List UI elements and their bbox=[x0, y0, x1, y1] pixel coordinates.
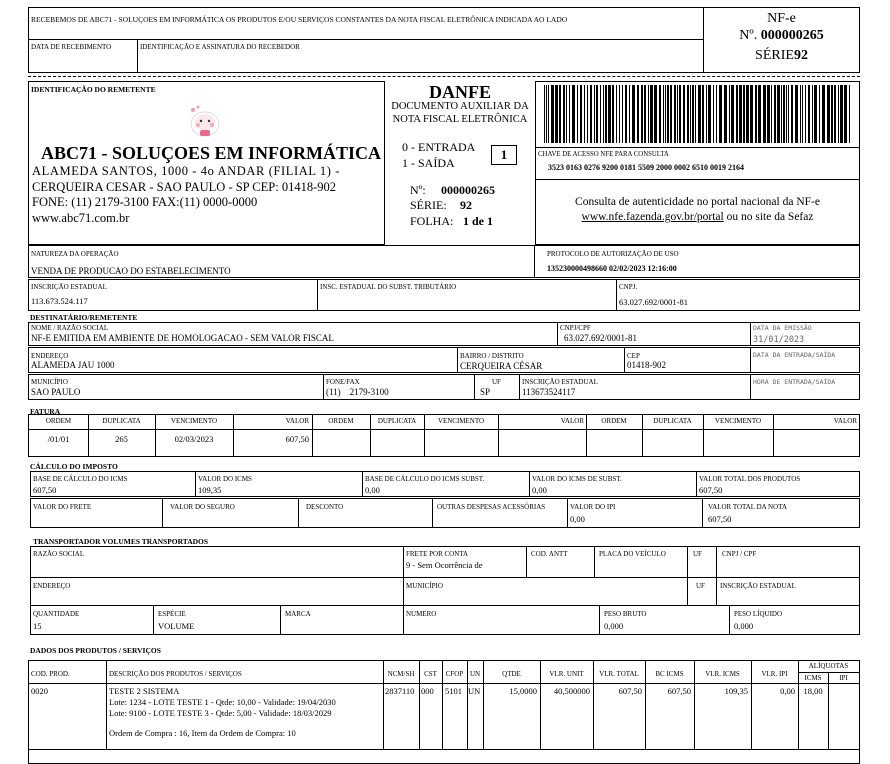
prod-header-vipi: VLR. IPI bbox=[761, 670, 788, 678]
barcode-bar bbox=[590, 85, 592, 143]
canhoto-nfe-box bbox=[703, 7, 860, 73]
dest-section: DESTINATÁRIO/REMETENTE bbox=[30, 313, 138, 322]
natureza-label: NATUREZA DA OPERAÇÃO bbox=[31, 250, 119, 258]
dest-cnpj: 63.027.692/0001-81 bbox=[564, 333, 637, 343]
transp-num-box bbox=[403, 605, 600, 635]
barcode-bar bbox=[584, 85, 585, 143]
transp-uf-label: UF bbox=[693, 550, 702, 558]
transp-qtd-box bbox=[30, 605, 154, 635]
fatura-vencimento: 02/03/2023 bbox=[174, 434, 214, 444]
emitente-section: IDENTIFICAÇÃO DO REMETENTE bbox=[31, 85, 156, 94]
barcode-bar bbox=[695, 85, 696, 143]
danfe-entrada: 0 - ENTRADA bbox=[402, 140, 476, 154]
imposto-seguro-label: VALOR DO SEGURO bbox=[170, 503, 235, 511]
barcode-bar bbox=[587, 85, 588, 143]
barcode-bar bbox=[667, 85, 669, 143]
prod-un: UN bbox=[468, 686, 481, 696]
barcode-bar bbox=[559, 85, 561, 143]
barcode-bar bbox=[763, 85, 766, 143]
barcode-bar bbox=[616, 85, 617, 143]
canhoto-serie: SÉRIE92 bbox=[755, 48, 808, 63]
prod-cfop: 5101 bbox=[445, 686, 462, 696]
natureza-box bbox=[28, 245, 535, 278]
prod-desc-1: TESTE 2 SISTEMA bbox=[109, 686, 180, 696]
imposto-bc: 607,50 bbox=[33, 485, 57, 495]
dest-bairro: CERQUEIRA CÉSAR bbox=[460, 361, 543, 371]
imposto-bcst-label: BASE DE CÁLCULO DO ICMS SUBST. bbox=[365, 475, 485, 483]
dest-uf-box bbox=[474, 374, 520, 400]
barcode-bar bbox=[648, 85, 649, 143]
prod-header-aipi: IPI bbox=[839, 674, 848, 682]
dest-emissao: 31/01/2023 bbox=[753, 335, 805, 345]
barcode-bar bbox=[566, 85, 567, 143]
prod-header-vicms: VLR. ICMS bbox=[705, 670, 740, 678]
barcode-bar bbox=[838, 85, 839, 143]
emitente-endereco-2: CERQUEIRA CESAR - SAO PAULO - SP CEP: 01418-902 bbox=[32, 180, 336, 194]
barcode-bar bbox=[827, 85, 830, 143]
barcode-bar bbox=[659, 85, 661, 143]
prod-desc-3: Lote: 9100 - LOTE TESTE 3 - Qtde: 5,00 - Validade: 18/03/2029 bbox=[109, 708, 332, 718]
barcode-bar bbox=[677, 85, 678, 143]
transp-cnpj-label: CNPJ / CPF bbox=[722, 550, 757, 558]
barcode-bar bbox=[783, 85, 785, 143]
barcode-bar bbox=[569, 85, 570, 143]
barcode-bar bbox=[670, 85, 672, 143]
transp-marca-box bbox=[280, 605, 404, 635]
barcode-bar bbox=[746, 85, 749, 143]
barcode-bar bbox=[674, 85, 676, 143]
prod-header-un: UN bbox=[469, 670, 481, 678]
dest-end: ALAMEDA JAU 1000 bbox=[31, 360, 115, 370]
barcode-bar bbox=[654, 85, 657, 143]
protocolo-label: PROTOCOLO DE AUTORIZAÇÃO DE USO bbox=[547, 250, 679, 258]
transp-cnpj-box bbox=[716, 546, 860, 578]
transp-num-label: NUMERO bbox=[406, 610, 437, 618]
fatura-header: VALOR bbox=[833, 417, 857, 425]
dest-mun-box bbox=[28, 374, 324, 400]
barcode-bar bbox=[802, 85, 803, 143]
fatura-header: VENCIMENTO bbox=[714, 417, 762, 425]
barcode-bar bbox=[713, 85, 714, 143]
imposto-ipi-box bbox=[567, 498, 703, 528]
barcode-bar bbox=[743, 85, 745, 143]
imposto-vprod: 607,50 bbox=[699, 485, 723, 495]
barcode-bar bbox=[629, 85, 630, 143]
dest-entrada-box bbox=[750, 347, 860, 373]
dest-bairro-label: BAIRRO / DISTRITO bbox=[460, 352, 524, 360]
transp-placa-label: PLACA DO VEÍCULO bbox=[599, 550, 666, 558]
barcode-bar bbox=[822, 85, 825, 143]
barcode-bar bbox=[632, 85, 635, 143]
fatura-header: ORDEM bbox=[328, 417, 354, 425]
prod-header-ncm: NCM/SH bbox=[387, 670, 415, 678]
prod-desc-2: Lote: 1234 - LOTE TESTE 1 - Qtde: 10,00 - Validade: 19/04/2030 bbox=[109, 697, 336, 707]
prod-aicms: 18,00 bbox=[803, 686, 823, 696]
barcode-bar bbox=[755, 85, 757, 143]
chave-value: 3523 0163 0276 9200 0181 5509 2000 0002 6510 0019 2164 bbox=[548, 163, 744, 172]
consulta-line-2: www.nfe.fazenda.gov.br/portal ou no site da Sefaz bbox=[581, 211, 814, 223]
barcode-bar bbox=[774, 85, 776, 143]
barcode-bar bbox=[805, 85, 806, 143]
barcode-bar bbox=[716, 85, 717, 143]
produtos-section: DADOS DOS PRODUTOS / SERVIÇOS bbox=[30, 646, 161, 655]
prod-vunit: 40,500000 bbox=[553, 686, 590, 696]
prod-header-vtotal: VLR. TOTAL bbox=[599, 670, 639, 678]
assinatura-label: IDENTIFICAÇÃO E ASSINATURA DO RECEBEDOR bbox=[140, 43, 300, 51]
barcode-bar bbox=[844, 85, 847, 143]
transp-pl: 0,000 bbox=[734, 621, 754, 631]
barcode-bar bbox=[750, 85, 753, 143]
transp-esp: VOLUME bbox=[158, 621, 195, 631]
imposto-vnota-label: VALOR TOTAL DA NOTA bbox=[708, 503, 787, 511]
barcode-bar bbox=[546, 85, 547, 143]
barcode-bar bbox=[641, 85, 643, 143]
danfe-numero: 000000265 bbox=[441, 183, 495, 197]
dest-nome: NF-E EMITIDA EM AMBIENTE DE HOMOLOGACAO - SEM VALOR FISCAL bbox=[31, 333, 334, 343]
protocolo-box bbox=[534, 245, 860, 278]
imposto-vnota: 607,50 bbox=[708, 514, 732, 524]
fatura-header: DUPLICATA bbox=[102, 417, 141, 425]
ie-box bbox=[28, 279, 318, 311]
danfe-serie-label: SÉRIE: bbox=[410, 198, 447, 212]
barcode-bar bbox=[795, 85, 798, 143]
barcode-bar bbox=[771, 85, 772, 143]
fatura-header: VENCIMENTO bbox=[170, 417, 218, 425]
barcode-bar bbox=[577, 85, 578, 143]
barcode-bar bbox=[777, 85, 780, 143]
barcode-bar bbox=[679, 85, 681, 143]
prod-header-cod: COD. PROD. bbox=[31, 670, 70, 678]
dest-bairro-box bbox=[457, 347, 625, 373]
natureza-value: VENDA DE PRODUCAO DO ESTABELECIMENTO bbox=[31, 266, 231, 276]
barcode-bar bbox=[600, 85, 601, 143]
transp-qtd-label: QUANTIDADE bbox=[33, 610, 80, 618]
prod-cst: 000 bbox=[421, 686, 434, 696]
consulta-box bbox=[535, 179, 860, 245]
barcode-bar bbox=[786, 85, 787, 143]
barcode-bar bbox=[596, 85, 598, 143]
imposto-vprod-box bbox=[696, 471, 860, 497]
canhoto-texto: RECEBEMOS DE ABC71 - SOLUÇOES EM INFORMÁTICA OS PRODUTOS E/OU SERVIÇOS CONSTANTES DA NOTA FISCAL ELETRÔNICA INDICADA AO LADO bbox=[31, 15, 568, 24]
fatura-header: VALOR bbox=[560, 417, 584, 425]
dest-nome-box bbox=[28, 322, 558, 346]
imposto-icms-box bbox=[195, 471, 363, 497]
barcode-bar bbox=[814, 85, 817, 143]
barcode-bar bbox=[736, 85, 738, 143]
transp-placa-box bbox=[594, 546, 688, 578]
barcode-bar bbox=[831, 85, 833, 143]
barcode-bar bbox=[698, 85, 701, 143]
dest-end-box bbox=[28, 347, 458, 373]
dest-ie-label: INSCRIÇÃO ESTADUAL bbox=[522, 378, 598, 386]
fatura-header: DUPLICATA bbox=[377, 417, 417, 425]
transp-uf2-label: UF bbox=[696, 582, 705, 590]
emitente-box bbox=[28, 81, 385, 245]
barcode-bar bbox=[563, 85, 565, 143]
imposto-frete-label: VALOR DO FRETE bbox=[33, 503, 92, 511]
imposto-icms-label: VALOR DO ICMS bbox=[198, 475, 252, 483]
transp-pb-label: PESO BRUTO bbox=[604, 610, 647, 618]
danfe-serie: 92 bbox=[460, 198, 472, 212]
transp-pl-label: PESO LÍQUIDO bbox=[734, 610, 783, 618]
danfe-numero-label: Nº: bbox=[410, 183, 426, 197]
imposto-vprod-label: VALOR TOTAL DOS PRODUTOS bbox=[699, 475, 801, 483]
dest-entrada-label: DATA DA ENTRADA/SAÍDA bbox=[753, 351, 836, 359]
barcode-bar bbox=[800, 85, 801, 143]
fatura-valor: 607,50 bbox=[285, 434, 309, 444]
imposto-bc-box bbox=[30, 471, 196, 497]
data-recebimento-label: DATA DE RECEBIMENTO bbox=[31, 43, 112, 51]
transp-frete-label: FRETE POR CONTA bbox=[406, 550, 469, 558]
imposto-seguro-box bbox=[162, 498, 299, 528]
danfe-subtitle-2: NOTA FISCAL ELETRÔNICA bbox=[392, 114, 528, 125]
prod-desc-4: Ordem de Compra : 16, Item da Ordem de Compra: 10 bbox=[109, 728, 296, 738]
prod-qtde: 15,0000 bbox=[509, 686, 537, 696]
danfe-title: DANFE bbox=[429, 82, 491, 102]
barcode-bar bbox=[791, 85, 793, 143]
barcode-bar bbox=[690, 85, 691, 143]
barcode-bar bbox=[650, 85, 653, 143]
logo-cat-icon bbox=[184, 104, 226, 140]
transp-end-label: ENDEREÇO bbox=[33, 582, 71, 590]
transp-pb: 0,000 bbox=[604, 621, 624, 631]
barcode-bar bbox=[612, 85, 614, 143]
consulta-text: Consulta de autenticidade no portal nacional da NF-e bbox=[575, 196, 820, 208]
fatura-header: ORDEM bbox=[601, 417, 627, 425]
danfe-saida: 1 - SAÍDA bbox=[402, 156, 455, 170]
dest-mun-label: MUNICÍPIO bbox=[31, 378, 68, 386]
transp-mun-box bbox=[403, 577, 688, 606]
barcode-bar bbox=[840, 85, 843, 143]
barcode-bar bbox=[731, 85, 734, 143]
dest-cep-box bbox=[624, 347, 751, 373]
danfe-box bbox=[386, 81, 534, 245]
barcode-bar bbox=[663, 85, 664, 143]
prod-header-aliquotas: ALÍQUOTAS bbox=[808, 662, 849, 670]
barcode-bar bbox=[849, 85, 850, 143]
barcode-bar bbox=[781, 85, 782, 143]
fatura-header: VENCIMENTO bbox=[437, 417, 485, 425]
danfe-tipo-box: 1 bbox=[491, 145, 517, 165]
canhoto-recebimento bbox=[28, 7, 704, 40]
barcode-bar bbox=[808, 85, 810, 143]
imposto-frete-box bbox=[30, 498, 163, 528]
dest-cep-label: CEP bbox=[627, 352, 640, 360]
emitente-endereco-1: ALAMEDA SANTOS, 1000 - 4o ANDAR (FILIAL 1) - bbox=[32, 164, 340, 178]
imposto-icmsst-box bbox=[529, 471, 697, 497]
barcode-bar bbox=[724, 85, 727, 143]
imposto-desconto-box bbox=[298, 498, 433, 528]
barcode-bar bbox=[834, 85, 836, 143]
barcode-bar bbox=[665, 85, 666, 143]
barcode-box bbox=[535, 81, 860, 148]
imposto-bcst: 0,00 bbox=[365, 485, 380, 495]
transp-ie-box bbox=[716, 577, 860, 606]
ie-st-label: INSC. ESTADUAL DO SUBST. TRIBUTÁRIO bbox=[320, 283, 457, 291]
fatura-section: FATURA bbox=[30, 407, 61, 416]
transp-end-box bbox=[30, 577, 404, 606]
dest-fone-box bbox=[323, 374, 475, 400]
transp-marca-label: MARCA bbox=[285, 610, 311, 618]
emitente-fone: FONE: (11) 2179-3100 FAX:(11) 0000-0000 bbox=[32, 195, 258, 209]
chave-label: CHAVE DE ACESSO NFE PARA CONSULTA bbox=[538, 151, 669, 158]
produtos-table bbox=[28, 660, 860, 764]
barcode-bar bbox=[812, 85, 813, 143]
danfe-subtitle-1: DOCUMENTO AUXILIAR DA bbox=[391, 101, 529, 112]
dest-end-label: ENDEREÇO bbox=[31, 352, 69, 360]
dest-hora-box bbox=[750, 374, 860, 400]
prod-header-aicms: ICMS bbox=[804, 674, 822, 682]
prod-vtotal: 607,50 bbox=[618, 686, 642, 696]
assinatura-box bbox=[137, 39, 704, 73]
dest-fone-label: FONE/FAX bbox=[326, 378, 360, 386]
transp-razao-box bbox=[30, 546, 404, 578]
prod-bcicms: 607,50 bbox=[667, 686, 691, 696]
imposto-vnota-box bbox=[702, 498, 860, 528]
ie-label: INSCRIÇÃO ESTADUAL bbox=[31, 283, 107, 291]
prod-vipi: 0,00 bbox=[780, 686, 795, 696]
fatura-header: ORDEM bbox=[45, 417, 72, 425]
transp-uf2-box bbox=[687, 577, 717, 606]
imposto-desconto-label: DESCONTO bbox=[306, 503, 344, 511]
cnpj-emitente-label: CNPJ. bbox=[619, 283, 638, 291]
barcode-bar bbox=[572, 85, 575, 143]
barcode-bar bbox=[580, 85, 582, 143]
fatura-header: DUPLICATA bbox=[653, 417, 692, 425]
barcode-bar bbox=[619, 85, 620, 143]
dest-ie-box bbox=[519, 374, 751, 400]
dest-emissao-box bbox=[750, 322, 860, 346]
dest-uf-label: UF bbox=[492, 378, 501, 386]
imposto-outras-box bbox=[432, 498, 568, 528]
barcode-bar bbox=[692, 85, 694, 143]
transp-antt-box bbox=[526, 546, 595, 578]
prod-cod: 0020 bbox=[31, 686, 48, 696]
barcode-bar bbox=[729, 85, 730, 143]
dest-nome-label: NOME / RAZÃO SOCIAL bbox=[31, 324, 109, 332]
prod-ncm: 2837110 bbox=[385, 686, 415, 696]
barcode-bar bbox=[544, 85, 545, 143]
barcode-bar bbox=[555, 85, 558, 143]
fatura-ordem: /01/01 bbox=[47, 434, 70, 444]
barcode-bar bbox=[683, 85, 685, 143]
transp-frete: 9 - Sem Ocorrência de bbox=[406, 560, 483, 570]
dest-fone: (11) 2179-3100 bbox=[326, 387, 389, 397]
barcode-bar bbox=[603, 85, 604, 143]
dest-emissao-label: DATA DA EMISSÃO bbox=[753, 324, 812, 332]
barcode-bar bbox=[719, 85, 722, 143]
transp-frete-box bbox=[403, 546, 527, 578]
dest-cnpj-box bbox=[557, 322, 751, 346]
dest-hora-label: HORA DE ENTRADA/SAÍDA bbox=[753, 378, 836, 386]
chave-box bbox=[535, 147, 860, 180]
prod-vicms: 109,35 bbox=[724, 686, 748, 696]
fatura-header: VALOR bbox=[285, 417, 309, 425]
barcode-bar bbox=[605, 85, 607, 143]
barcode-bar bbox=[551, 85, 554, 143]
imposto-bc-label: BASE DE CÁLCULO DO ICMS bbox=[33, 475, 128, 483]
transp-qtd: 15 bbox=[33, 621, 42, 631]
barcode-bar bbox=[548, 85, 549, 143]
ie-value: 113.673.524.117 bbox=[31, 296, 88, 306]
prod-header-bcicms: BC ICMS bbox=[655, 670, 684, 678]
prod-header-cfop: CFOP bbox=[445, 670, 464, 678]
transp-section: TRANSPORTADOR VOLUMES TRANSPORTADOS bbox=[33, 537, 209, 546]
transp-ie-label: INSCRIÇÃO ESTADUAL bbox=[720, 582, 796, 590]
barcode-bar bbox=[644, 85, 646, 143]
dest-cnpj-label: CNPJ/CPF bbox=[560, 324, 591, 332]
canhoto-nfe: NF-e bbox=[767, 11, 796, 26]
cnpj-emitente-value: 63.027.692/0001-81 bbox=[619, 297, 688, 307]
imposto-ipi-label: VALOR DO IPI bbox=[570, 503, 616, 511]
imposto-section: CÁLCULO DO IMPOSTO bbox=[30, 462, 118, 471]
dest-mun: SAO PAULO bbox=[31, 387, 81, 397]
canhoto-numero: Nº. 000000265 bbox=[739, 28, 824, 43]
barcode-bar bbox=[687, 85, 689, 143]
imposto-ipi: 0,00 bbox=[570, 514, 585, 524]
dest-cep: 01418-902 bbox=[627, 360, 666, 370]
data-recebimento-box bbox=[28, 39, 138, 73]
barcode-bar bbox=[758, 85, 761, 143]
danfe-folha: 1 de 1 bbox=[463, 214, 493, 228]
canhoto-divider bbox=[28, 76, 860, 77]
imposto-icmsst-label: VALOR DO ICMS DE SUBST. bbox=[532, 475, 622, 483]
barcode-bar bbox=[625, 85, 627, 143]
transp-esp-label: ESPÉCIE bbox=[158, 610, 186, 618]
barcode-bar bbox=[767, 85, 770, 143]
prod-header-cst: CST bbox=[424, 670, 437, 678]
cnpj-emitente-box bbox=[616, 279, 860, 311]
imposto-icmsst: 0,00 bbox=[532, 485, 547, 495]
barcode-bar bbox=[819, 85, 820, 143]
prod-header-vunit: VLR. UNIT bbox=[549, 670, 584, 678]
dest-ie: 113673524117 bbox=[522, 387, 576, 397]
barcode-bar bbox=[708, 85, 711, 143]
emitente-site: www.abc71.com.br bbox=[32, 211, 130, 225]
barcode-bar bbox=[608, 85, 611, 143]
transp-mun-label: MUNICÍPIO bbox=[406, 582, 443, 590]
imposto-icms: 109,35 bbox=[198, 485, 222, 495]
barcode-graphic bbox=[544, 85, 852, 143]
imposto-bcst-box bbox=[362, 471, 530, 497]
imposto-outras-label: OUTRAS DESPESAS ACESSÓRIAS bbox=[437, 503, 546, 511]
danfe-folha-label: FOLHA: bbox=[410, 214, 454, 228]
barcode-bar bbox=[594, 85, 595, 143]
transp-razao-label: RAZÃO SOCIAL bbox=[33, 550, 85, 558]
transp-esp-box bbox=[153, 605, 281, 635]
prod-header-qtde: QTDE bbox=[502, 670, 521, 678]
transp-pb-box bbox=[599, 605, 730, 635]
transp-uf-box bbox=[687, 546, 717, 578]
transp-pl-box bbox=[729, 605, 860, 635]
fatura-duplicata: 265 bbox=[115, 434, 128, 444]
barcode-bar bbox=[788, 85, 789, 143]
consulta-link[interactable]: www.nfe.fazenda.gov.br/portal bbox=[581, 211, 724, 223]
prod-header-desc: DESCRIÇÃO DOS PRODUTOS / SERVIÇOS bbox=[109, 670, 242, 678]
transp-antt-label: COD. ANTT bbox=[531, 550, 568, 558]
dest-uf: SP bbox=[480, 387, 491, 397]
barcode-bar bbox=[637, 85, 639, 143]
barcode-bar bbox=[702, 85, 704, 143]
emitente-nome: ABC71 - SOLUÇOES EM INFORMÁTICA bbox=[41, 143, 382, 163]
ie-st-box bbox=[317, 279, 617, 311]
fatura-table bbox=[28, 414, 860, 457]
barcode-bar bbox=[739, 85, 742, 143]
barcode-bar bbox=[706, 85, 707, 143]
protocolo-value: 135230000498660 02/02/2023 12:16:00 bbox=[547, 264, 677, 273]
barcode-bar bbox=[622, 85, 623, 143]
